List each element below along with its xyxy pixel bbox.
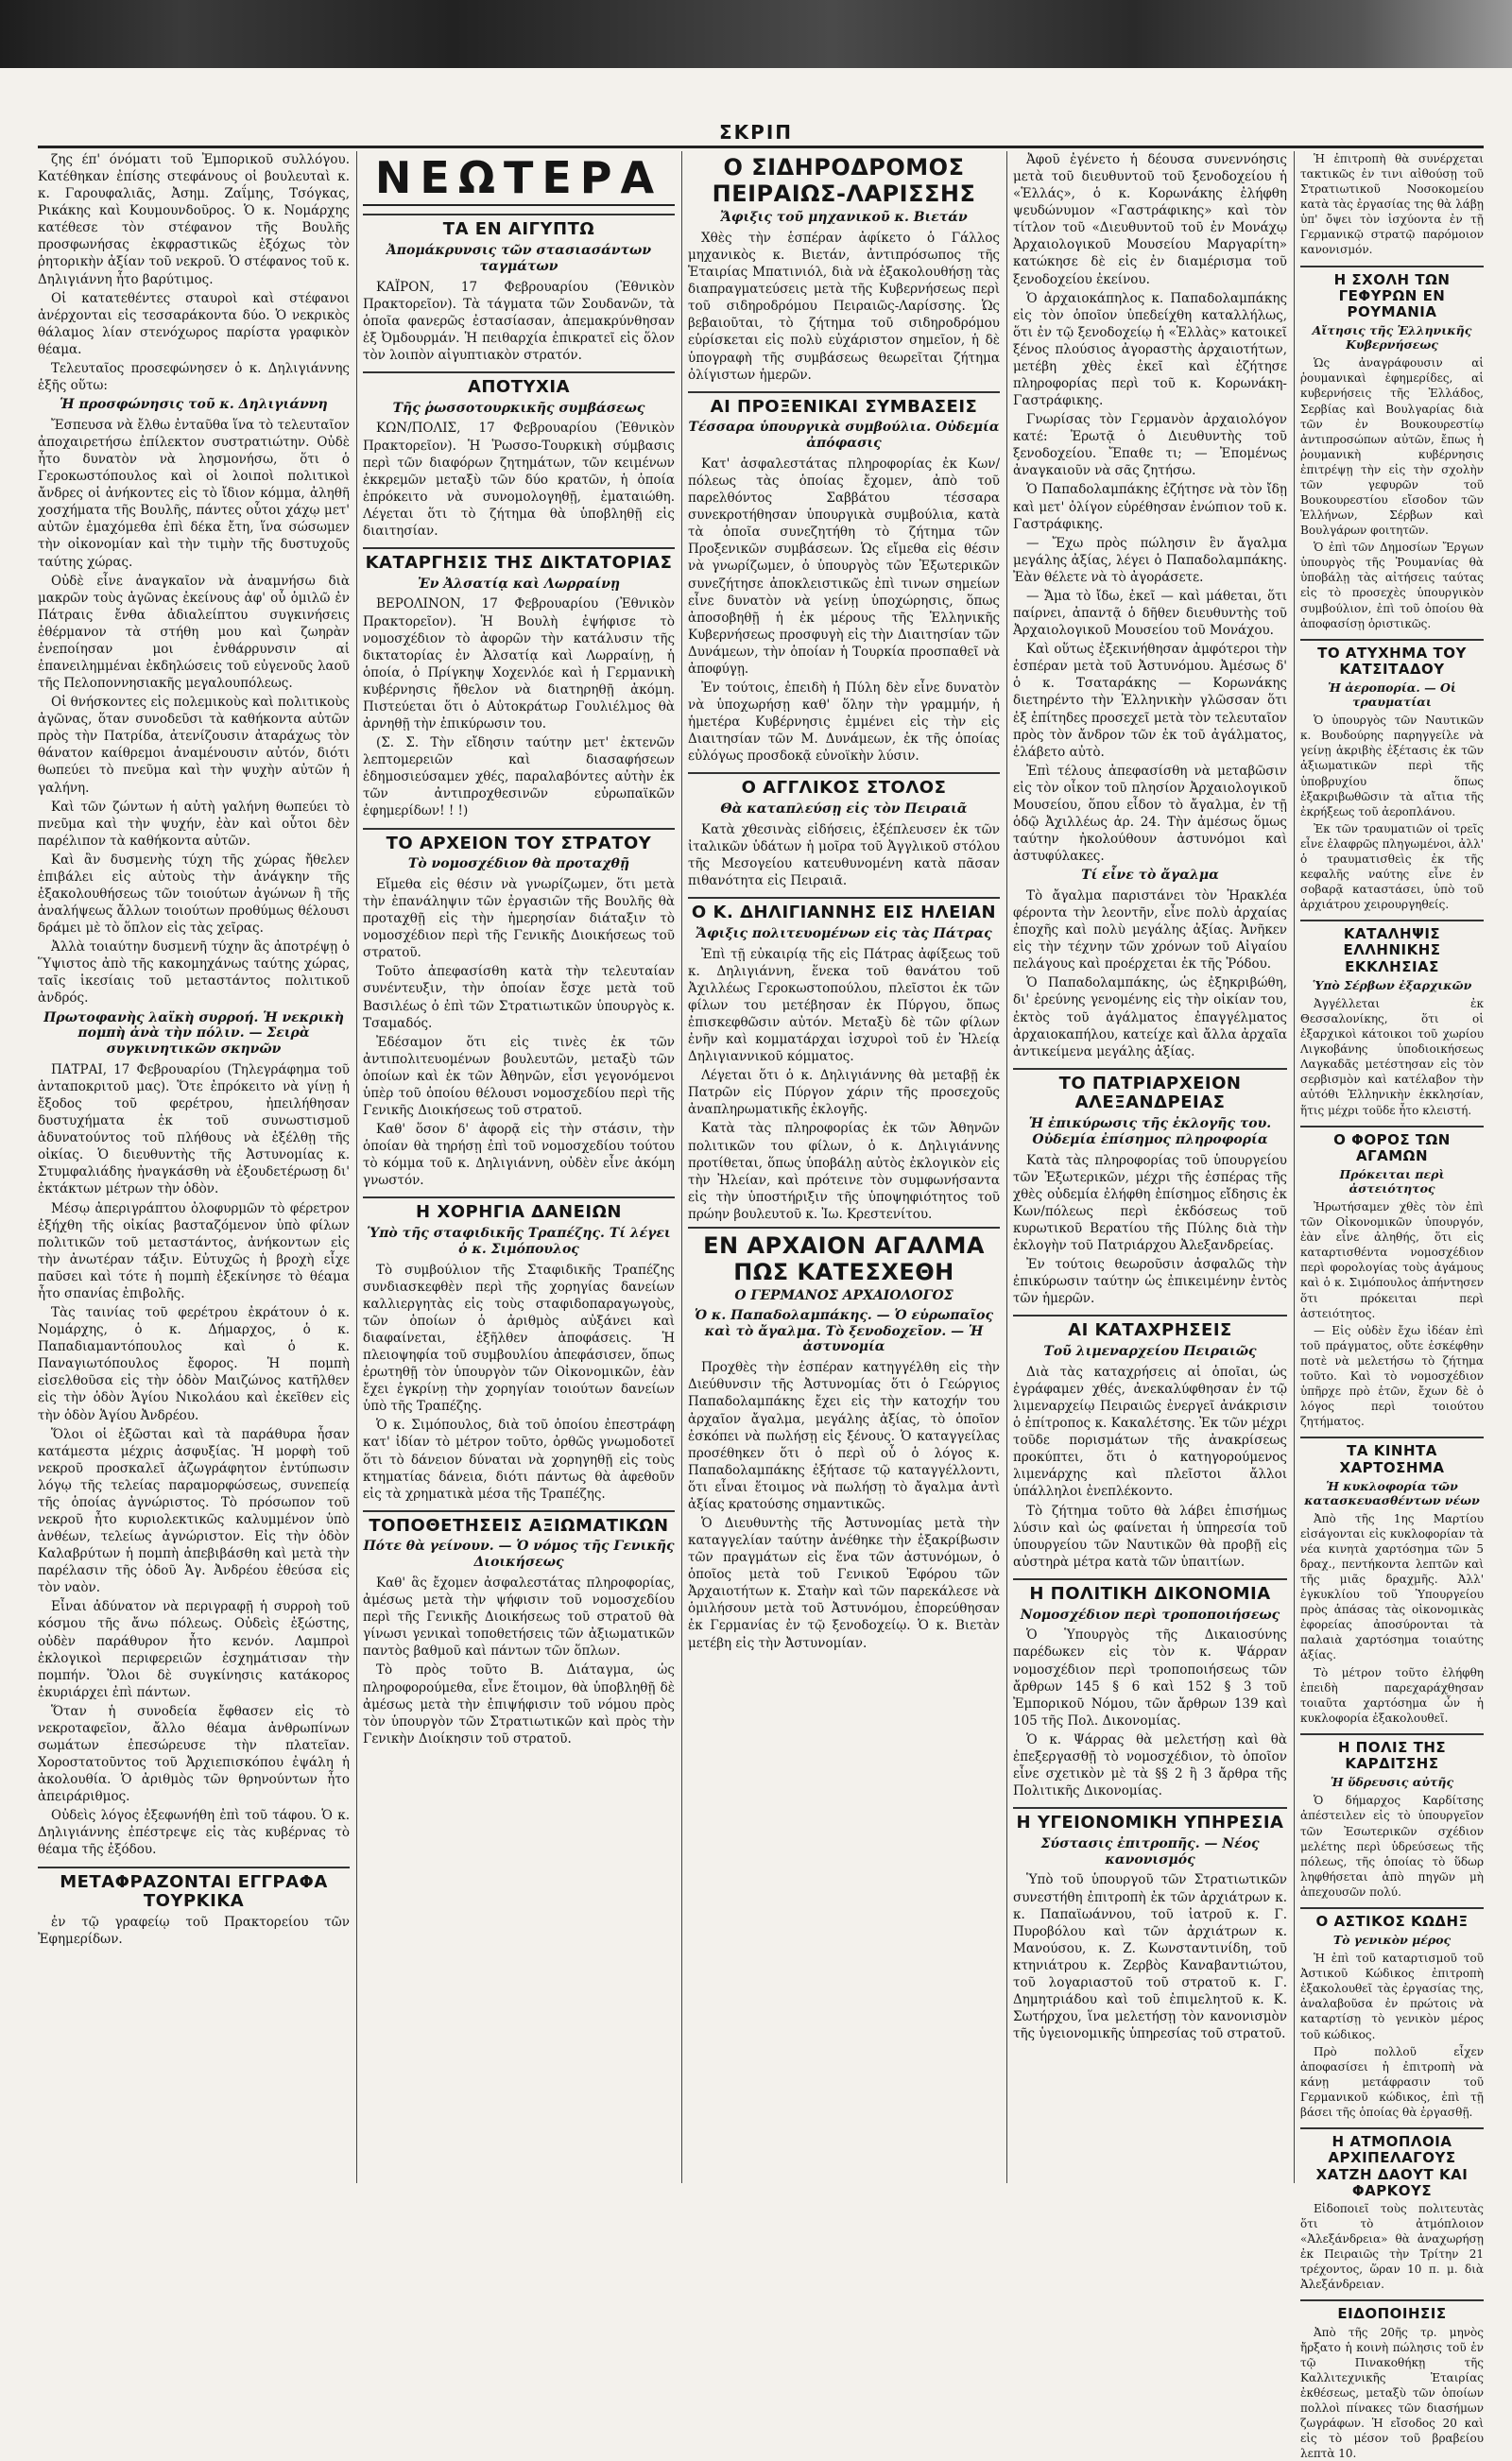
column-2: [363, 151, 675, 2183]
section-headline: ΤΑ ΚΙΝΗΤΑ ΧΑΡΤΟΣΗΜΑ: [1300, 1437, 1484, 1476]
column-3: [688, 151, 1000, 2183]
column-4: [1013, 151, 1287, 2183]
section-subheadline: Ὑπὸ Σέρβων ἐξαρχικῶν: [1312, 977, 1472, 992]
section-headline: Ο ΦΟΡΟΣ ΤΩΝ ΑΓΑΜΩΝ: [1300, 1126, 1484, 1165]
section-headline: Ο ΣΙΔΗΡΟΔΡΟΜΟΣ ΠΕΙΡΑΙΩΣ-ΛΑΡΙΣΣΗΣ: [712, 154, 976, 207]
article-paragraph: ζης έπ' όνόματι τοῦ Ἐμπορικοῦ συλλόγου. Κατέθηκαν ἐπίσης στεφάνους οἱ βουλευταὶ κ. κ. Γαρουφαλιᾶς, Ἀσημ. Ζαΐμης, Τσόγκας, Ρικάκης καὶ Κουμουνδοῦρος. Ὁ κ. Νομάρχης κατέθεσε τὸν στέφανον τῆς Βουλῆς προσφωνήσας ἐκφραστικῶς ἐξόχως τὸν ῥητορικὴν ἀξίαν τοῦ νεκροῦ. Ὁ στέφανος τοῦ κ. Δηλιγιάννη ἦτο βαρύτιμος.: [38, 152, 350, 287]
section-subheadline: Ἐν Ἀλσατίᾳ καὶ Λωρραίνῃ: [417, 576, 621, 592]
article-paragraph: Ἐδέσαμον ὅτι εἰς τινὲς ἐκ τῶν ἀντιπολιτευομένων βουλευτῶν, μεταξὺ τῶν ὁποίων καὶ ἐκ τῶν Ἀθηνῶν, εἶσι γεγονόμενοι ὑπὲρ τοῦ ὁποίου θέλουσι νομοσχεδίου περὶ τῆς Γενικῆς Διοικήσεως τοῦ στρατοῦ.: [363, 1034, 675, 1118]
article-paragraph: Ὑπὸ τοῦ ὑπουργοῦ τῶν Στρατιωτικῶν συνεστήθη ἐπιτροπὴ ἐκ τῶν ἀρχιάτρων κ. κ. Παπαϊωάννου, τοῦ ἰατροῦ κ. Γ. Πυροβόλου καὶ τῶν ἀρχιάτρων κ. Μανούσου, κ. Ζ. Κωνσταντινίδη, τοῦ κτηνιάτρου κ. Ζερβὸς Καναβαντιώτου, τοῦ λογαριαστοῦ τοῦ στρατοῦ κ. Γ. Δημητριάδου καὶ τοῦ ἐπιμελητοῦ κ. Κ. Σωτήρχου, ἵνα μελετήσῃ τὸν κανονισμὸν τῆς ὑγειονομικῆς ὑπηρεσίας τοῦ στρατοῦ.: [1013, 1872, 1287, 2042]
article-paragraph: Ἀγγέλλεται ἐκ Θεσσαλονίκης, ὅτι οἱ ἐξαρχικοὶ κάτοικοι τοῦ χωρίου Λιγκοβάνης ὑποδιοικήσεως Λαγκαδᾶς μετέστησαν εἰς τὸν σερβισμὸν καὶ κατέλαβον τὴν αὐτόθι Ἑλληνικὴν ἐκκλησίαν, ἥτις μέχρι τοῦδε ἦτο κλειστή.: [1300, 996, 1484, 1117]
section-headline: ΑΙ ΠΡΟΞΕΝΙΚΑΙ ΣΥΜΒΑΣΕΙΣ: [688, 391, 1000, 418]
article-paragraph: — Εἰς οὐδὲν ἔχω ἰδέαν ἐπὶ τοῦ πράγματος, οὔτε ἐσκέφθην ποτὲ νὰ μελετήσω τὸ ζήτημα τοῦτο. Καὶ τὸ νομοσχέδιον ὑπῆρχε πρὸ ἐτῶν, ἔχων δὲ ὁ λόγος περὶ τοιούτου ζητήματος.: [1300, 1323, 1484, 1429]
section-subheadline: Ἡ ἀεροπορία. — Οἱ τραυματίαι: [1328, 680, 1456, 710]
section-headline: ΤΟ ΑΡΧΕΙΟΝ ΤΟΥ ΣΤΡΑΤΟΥ: [363, 828, 675, 854]
article-paragraph: Ὅλοι οἱ ἐξῶσται καὶ τὰ παράθυρα ἦσαν κατάμεστα μέχρις ἀσφυξίας. Ἡ μορφὴ τοῦ νεκροῦ προσκαλεῖ ἀζωγράφητον ἐντύπωσιν λόγῳ τῆς τελείας παραμορφώσεως, συνεπείᾳ τῆς ὁποίας ἀγνώριστος. Τὸ πρόσωπον τοῦ νεκροῦ ἦτο κυριολεκτικῶς καλυμμένον ὑπὸ ἀνθέων, τελείως ἀγνώριστον. Εἰς τὴν ὁδὸν Καλαβρύτων ἡ πομπὴ ἀπεβιβάσθη καὶ μετὰ τὴν παρέλασιν τῆς ὁδοῦ Ἁγ. Ἀνδρέου ἐθεύσα εἰς τὸν ναὸν.: [38, 1426, 350, 1596]
article-paragraph: — Ἔχω πρὸς πώλησιν ἓν ἄγαλμα μεγάλης ἀξίας, λέγει ὁ Παπαδολαμπάκης. Ἐὰν θέλετε νὰ τὸ ἀγοράσετε.: [1013, 535, 1287, 585]
scanned-top-edge: [0, 0, 1512, 68]
section-subheadline: Ὑπὸ τῆς σταφιδικῆς Τραπέζης. Τί λέγει ὁ κ. Σιμόπουλος: [367, 1226, 671, 1257]
article-paragraph: Ὁ δήμαρχος Καρδίτσης ἀπέστειλεν εἰς τὸ ὑπουργεῖον τῶν Ἐσωτερικῶν σχέδιον μελέτης περὶ ὑδρεύσεως τῆς πόλεως, τῆς ὁποίας τὸ ὕδωρ ληφθήσεται ἀπὸ πηγῶν μὴ ἀπεχουσῶν πολύ.: [1300, 1794, 1484, 1899]
article-paragraph: Εἰδοποιεῖ τοὺς πολιτευτὰς ὅτι τὸ ἀτμόπλοιον «Ἀλεξάνδρεια» θὰ ἀναχωρήσῃ ἐκ Πειραιῶς τὴν Τρίτην 21 τρέχοντος, ὥραν 10 π. μ. διὰ Ἀλεξάνδρειαν.: [1300, 2202, 1484, 2292]
section-subheadline: Πρόκειται περὶ ἀστειότητος: [1339, 1167, 1445, 1196]
article-paragraph: (Σ. Σ. Τὴν εἴδησιν ταύτην μετ' ἐκτενῶν λεπτομερειῶν καὶ διασαφήσεων ἐδημοσιεύσαμεν χθές, παραλαβόντες αὐτὴν ἐκ τῶν ἀντιπροχθεσινῶν εὐρωπαϊκῶν ἐφημερίδων! ! !): [363, 735, 675, 819]
article-paragraph: Προχθὲς τὴν ἑσπέραν κατηγγέλθη εἰς τὴν Διεύθυνσιν τῆς Ἀστυνομίας ὅτι ὁ Γεώργιος Παπαδολαμπάκης ἔχει εἰς τὴν κατοχήν του ἀρχαῖον ἄγαλμα, μεγάλης ἀξίας, τὸ ὁποῖον ἐσκόπει νὰ πωλήσῃ εἰς ξένους. Ὁ καταγγείλας προσέθηκεν ὅτι ὁ περὶ οὗ ὁ λόγος κ. Παπαδολαμπάκης ἐξήτασε τῷ καταγγέλλοντι, ὅτι εἶναι ἕτοιμος νὰ πωλήσῃ τὸ ἄγαλμα ἀντὶ ἀξίας κρατούσης σημαντικῶς.: [688, 1360, 1000, 1512]
article-paragraph: Χθὲς τὴν ἑσπέραν ἀφίκετο ὁ Γάλλος μηχανικὸς κ. Βιετάν, ἀντιπρόσωπος τῆς Ἑταιρίας Μπατινιόλ, διὰ νὰ ἐξακολουθήσῃ τὰς διαπραγματεύσεις μετὰ τῆς Κυβερνήσεως περὶ τοῦ σιδηροδρόμου Πειραιῶς-Λαρίσσης. Ὡς βεβαιοῦται, τὸ ζήτημα τοῦ σιδηροδρόμου εὑρίσκεται εἰς πολὺ εὐχάριστον σημεῖον, ἡ δὲ ὑπογραφὴ τῆς συμβάσεως θεωρεῖται ζήτημα ὀλίγιστων ἡμερῶν.: [688, 230, 1000, 383]
section-subheadline: Πότε θὰ γείνουν. — Ὁ νόμος τῆς Γενικῆς Διοικήσεως: [363, 1539, 675, 1571]
section-headline: Η ΠΟΛΙΣ ΤΗΣ ΚΑΡΔΙΤΣΗΣ: [1300, 1733, 1484, 1773]
section-subheadline: Ἡ ὕδρευσις αὐτῆς: [1330, 1775, 1454, 1790]
column-rule: [1294, 151, 1295, 2183]
section-subheadline: Σύστασις ἐπιτροπῆς. — Νέος κανονισμός: [1040, 1835, 1260, 1867]
section-headline: ΤΟΠΟΘΕΤΗΣΕΙΣ ΑΞΙΩΜΑΤΙΚΩΝ: [363, 1510, 675, 1537]
article-paragraph: Ἐν τούτοις, ἐπειδὴ ἡ Πύλη δὲν εἶνε δυνατὸν νὰ ὑποχωρήσῃ καθ' ὅλην τὴν γραμμήν, ἡ ἡμετέρα Κυβέρνησις ἐμμένει εἰς τὴν εἰς Διαιτησίαν τῶν Μ. Δυνάμεων, ἐκ τῆς ὁποίας εὐλόγως προσδοκᾷ εὐνοϊκὴν λύσιν.: [688, 680, 1000, 765]
section-headline: ΤΑ ΕΝ ΑΙΓΥΠΤΩ: [363, 214, 675, 240]
article-paragraph: Κατ' ἀσφαλεστάτας πληροφορίας ἐκ Κων/πόλεως τὰς ὁποίας ἔχομεν, ἀπὸ τοῦ παρελθόντος Σαββάτου τέσσαρα συνεκροτήθησαν ὑπουργικὰ συμβούλια, κατὰ τὰ ὁποῖα συνεζητήθη τὸ ζήτημα τῶν Προξενικῶν συμβάσεων. Ὡς εἴμεθα εἰς θέσιν νὰ γνωρίζωμεν, ὁ ὑπουργὸς τῶν Ἐξωτερικῶν συνεζήτησε ἀποκλειστικῶς ἐπὶ τινων σημείων εἶνε δυνατὸν νὰ γείνῃ ὑποχώρησις, ὅπως ἀποσοβηθῇ ἡ ἐκ μέρους τῆς Ἑλληνικῆς Κυβερνήσεως προσφυγὴ εἰς τὴν Διαιτησίαν τῶν Δυνάμεων, τὴν ὁποίαν ἡ Τουρκία προσπαθεῖ νὰ ἀποφύγῃ.: [688, 456, 1000, 677]
masthead-title: ΝΕΩΤΕΡΑ: [374, 152, 663, 203]
section-subheadline: Ἡ κυκλοφορία τῶν κατασκευασθέντων νέων: [1304, 1478, 1480, 1507]
section-headline: ΤΟ ΠΑΤΡΙΑΡΧΕΙΟΝ ΑΛΕΞΑΝΔΡΕΙΑΣ: [1013, 1068, 1287, 1113]
article-paragraph: Ἔσπευσα νὰ ἔλθω ἐνταῦθα ἵνα τὸ τελευταῖον ἀποχαιρετήσω ἐπίλεκτον συστρατιώτην. Οὐδὲ ἦτο δυνατὸν νὰ λησμονήσω, ὅτι ὁ Γεροκωστόπουλος καὶ οἱ λοιποὶ πολιτικοὶ ἄνδρες οἱ ἀνήκοντες εἰς τὸ ἴδιον κόμμα, ἀληθῆ χοσχήματα τῆς Βουλῆς, πάντες οὗτοι χάχῳ μετ' αὐτῶν ἐμαχόμεθα ἐπὶ δέκα ἔτη, ἵνα σώσωμεν τὴν οἰκονομίαν καὶ τὴν τιμὴν τῆς δυστυχοῦς ταύτης χώρας.: [38, 417, 350, 570]
article-paragraph: ΒΕΡΟΛΙΝΟΝ, 17 Φεβρουαρίου (Ἐθνικὸν Πρακτορεῖον). Ἡ Βουλὴ ἐψήφισε τὸ νομοσχέδιον τὸ ἀφορῶν τὴν κατάλυσιν τῆς δικτατορίας ἐν Ἀλσατίᾳ καὶ Λωρραίνῃ, ἡ ὁποία, ὁ Πρίγκηψ Χοχενλόε καὶ ἡ Γερμανικὴ κυβέρνησις ἤθελον νὰ διατηρηθῇ ἀκόμη. Πιστεύεται ὅτι ὁ Αὐτοκράτωρ Γουλιέλμος θὰ ἀρνηθῇ τὴν ἐπικύρωσιν του.: [363, 596, 675, 732]
article-paragraph: Κατὰ τὰς πληροφορίας ἐκ τῶν Ἀθηνῶν πολιτικῶν του φίλων, ὁ κ. Δηλιγιάννης προτίθεται, ὅπως ὑποβάλῃ αὐτὸς ἐκλογικὸν εἰς τὴν Ἠλείαν, καὶ πρότεινε τὸν συμφωνήσαντα εἰς τὴν ὑποστήριξιν τῆς ὑποψηφιότητος τοῦ πρώην βουλευτοῦ κ. Ἰω. Κρεστενίτου.: [688, 1121, 1000, 1222]
column-5: [1300, 151, 1484, 2461]
section-subheadline: Αἴτησις τῆς Ἑλληνικῆς Κυβερνήσεως: [1312, 323, 1472, 353]
article-paragraph: ἐν τῷ γραφείῳ τοῦ Πρακτορείου τῶν Ἐφημερίδων.: [38, 1914, 350, 1947]
section-subheadline: Τὸ γενικὸν μέρος: [1332, 1933, 1452, 1948]
section-headline: Η ΧΟΡΗΓΙΑ ΔΑΝΕΙΩΝ: [363, 1196, 675, 1223]
page-folio: ΣΚΡΙΠ: [719, 121, 793, 144]
section-subheadline: Ἄφιξις πολιτευομένων εἰς τὰς Πάτρας: [696, 925, 992, 941]
article-paragraph: ΚΩΝ/ΠΟΛΙΣ, 17 Φεβρουαρίου (Ἐθνικὸν Πρακτορεῖον). Ἡ Ῥωσσο-Τουρκικὴ σύμβασις περὶ τῶν διαφόρων ζητημάτων, τῶν κειμένων ἐκκρεμῶν μεταξὺ τῶν δύο κρατῶν, ἡ ὁποία ἐπρόκειτο νὰ συνομολογηθῇ, ἐματαιώθη. Λέγεται ὅτι τὸ ζήτημα θὰ ὑποβληθῇ εἰς διαιτησίαν.: [363, 421, 675, 539]
column-rule: [681, 151, 682, 2183]
article-paragraph: Εἶναι ἀδύνατον νὰ περιγραφῇ ἡ συρροὴ τοῦ κόσμου τῆς ἄνω πόλεως. Οὐδεὶς ἐξώστης, οὐδὲν παράθυρον ἦτο κενόν. Λαμπροὶ ἐκλογικοὶ περιφερειῶν ἐσχημάτισαν τὴν πομπήν. Ὅλοι δὲ συγκίνησις κατάκορος ἐκυριάρχει ἐπὶ πάντων.: [38, 1599, 350, 1700]
article-paragraph: Ἐκ τῶν τραυματιῶν οἱ τρεῖς εἶνε ἐλαφρῶς πληγωμένοι, ἀλλ' ὁ τραυματισθεὶς ἐκ τῆς κεφαλῆς ναύτης εἶνε ἐν σοβαρᾷ καταστάσει, ὑπὸ τοῦ ἀρχιάτρου χειρουργηθείς.: [1300, 821, 1484, 912]
section-headline: Η ΠΟΛΙΤΙΚΗ ΔΙΚΟΝΟΜΙΑ: [1013, 1578, 1287, 1605]
section-headline: Ο ΑΓΓΛΙΚΟΣ ΣΤΟΛΟΣ: [688, 772, 1000, 799]
section-headline: ΤΟ ΑΤΥΧΗΜΑ ΤΟΥ ΚΑΤΣΙΤΑΔΟΥ: [1300, 639, 1484, 679]
article-paragraph: Ὁ Παπαδολαμπάκης ἐζήτησε νὰ τὸν ἴδῃ καὶ μετ' ὀλίγον εὑρέθησαν ἐνώπιον τοῦ κ. Γαστράφικης.: [1013, 482, 1287, 532]
section-headline: ΕΝ ΑΡΧΑΙΟΝ ΑΓΑΛΜΑ ΠΩΣ ΚΑΤΕΣΧΕΘΗ: [688, 1227, 1000, 1285]
article-paragraph: Ὅταν ἡ συνοδεία ἔφθασεν εἰς τὸ νεκροταφεῖον, ἄλλο θέαμα ἀνθρωπίνων σωμάτων ἐπεσώρευσε τὴν πλατεῖαν. Χοροστατοῦντος τοῦ Ἀρχιεπισκόπου ἐψάλη ἡ ἀκολουθία. Ὁ ἀριθμὸς τῶν θρηνούντων ἦτο ἀπειράριθμος.: [38, 1703, 350, 1805]
article-paragraph: ΚΑΪΡΟΝ, 17 Φεβρουαρίου (Ἐθνικὸν Πρακτορεῖον). Τὰ τάγματα τῶν Σουδανῶν, τὰ ὁποῖα φανερῶς ἐστασίασαν, ἀπεμακρύνθησαν ἐξ Ὀμδουρμάν. Ἡ πειθαρχία ἐπικρατεῖ εἰς ὅλον τὸν λοιπὸν αἰγυπτιακὸν στρατόν.: [363, 279, 675, 363]
article-paragraph: Κατὰ χθεσινὰς εἰδήσεις, ἐξέπλευσεν ἐκ τῶν ἰταλικῶν ὑδάτων ἡ μοῖρα τοῦ Ἀγγλικοῦ στόλου τῆς Μεσογείου κατευθυνομένη κατὰ πᾶσαν πιθανότητα εἰς Πειραιᾶ.: [688, 821, 1000, 889]
section-headline: Η ΣΧΟΛΗ ΤΩΝ ΓΕΦΥΡΩΝ ΕΝ ΡΟΥΜΑΝΙΑ: [1300, 266, 1484, 321]
article-paragraph: Κατὰ τὰς πληροφορίας τοῦ ὑπουργείου τῶν Ἐξωτερικῶν, μέχρι τῆς ἑσπέρας τῆς χθὲς οὐδεμία ἐλήφθη ἐπίσημος εἴδησις ἐκ Κων/πόλεως περὶ ἐκδόσεως τοῦ κυρωτικοῦ Βερατίου τῆς Πύλης διὰ τὴν ἐκλογὴν τοῦ Πατριάρχου Ἀλεξανδρείας.: [1013, 1152, 1287, 1254]
article-paragraph: Καὶ τῶν ζώντων ἡ αὐτὴ γαλήνη θωπεύει τὸ πνεῦμα καὶ τὴν ψυχήν, ἐὰν καὶ οὗτοι δὲν παρέλιπον τὰ καθήκοντα αὐτῶν.: [38, 799, 350, 849]
section-subheadline: Τῆς ῥωσσοτουρκικῆς συμβάσεως: [392, 400, 645, 416]
article-paragraph: Τὸ μέτρον τοῦτο ἐλήφθη ἐπειδὴ παρεχαράχθησαν τοιαῦτα χαρτόσημα ὧν ἡ κυκλοφορία ἐξακολουθεῖ.: [1300, 1665, 1484, 1725]
article-paragraph: Ἀλλὰ τοιαύτην δυσμενῆ τύχην ἃς ἀποτρέψῃ ὁ Ὕψιστος ἀπὸ τῆς κακομηχάνως ταύτης χώρας, ταῖς ἱκεσίαις τοῦ μεταστάντος πολιτικοῦ ἀνδρός.: [38, 939, 350, 1007]
article-paragraph: Καθ' ὅσον δ' ἀφορᾷ εἰς τὴν στάσιν, τὴν ὁποίαν θὰ τηρήσῃ ἐπὶ τοῦ νομοσχεδίου τούτου τὸ κόμμα τοῦ κ. Δηλιγιάννη, οὐδὲν εἶνε ἀκόμη γνωστόν.: [363, 1122, 675, 1189]
article-paragraph: Ὁ κ. Σιμόπουλος, διὰ τοῦ ὁποίου ἐπεστράφη κατ' ἰδίαν τὸ μέτρον τοῦτο, ὀρθῶς γνωμοδοτεῖ ὅτι τὸ δάνειον δύναται νὰ χορηγηθῇ εἰς τοὺς κτηματίας δάνεια, διότι πάντως θὰ ἀφεθοῦν εἰς τὰ χρηματικὰ μέσα τῆς Τραπέζης.: [363, 1418, 675, 1502]
article-paragraph: Τὸ ἄγαλμα παριστάνει τὸν Ἡρακλέα φέροντα τὴν λεοντῆν, εἶνε πολὺ ἀρχαίας ἐποχῆς καὶ πολὺ μεγάλης ἀξίας. Ἀνῆκεν εἰς τὴν τέχνην τῶν χρόνων τοῦ Αἰγαίου πελάγους καὶ προέρχεται ἐκ τῆς Ῥόδου.: [1013, 888, 1287, 972]
article-paragraph: Τὸ ζήτημα τοῦτο θὰ λάβει ἐπισήμως λύσιν καὶ ὡς φαίνεται ἡ ὑπηρεσία τοῦ ὑπουργείου τῶν Ναυτικῶν θὰ προβῇ εἰς αὐστηρὰ μέτρα κατὰ τῶν ὑπαιτίων.: [1013, 1503, 1287, 1570]
article-paragraph: Οὐδεὶς λόγος ἐξεφωνήθη ἐπὶ τοῦ τάφου. Ὁ κ. Δηλιγιάννης ἐπέστρεψε εἰς τὰς κυβέρνας τὸ θέαμα τῆς ἐξόδου.: [38, 1808, 350, 1858]
article-paragraph: Εἴμεθα εἰς θέσιν νὰ γνωρίζωμεν, ὅτι μετὰ τὴν ἐπανάληψιν τῶν ἐργασιῶν τῆς Βουλῆς θὰ προταχθῇ εἰς τὴν ἡμερησίαν διάταξιν τὸ νομοσχέδιον περὶ τῆς Γενικῆς Διοικήσεως τοῦ στρατοῦ.: [363, 876, 675, 961]
article-paragraph: Ἡ ἐπὶ τοῦ καταρτισμοῦ τοῦ Ἀστικοῦ Κώδικος ἐπιτροπὴ ἐξακολουθεῖ τὰς ἐργασίας της, ἀναλαβοῦσα ἐν πρώτοις νὰ καταρτίσῃ τὸ γενικὸν μέρος τοῦ κώδικος.: [1300, 1952, 1484, 2041]
article-paragraph: Ἀπὸ τῆς 20ῆς τρ. μηνὸς ἤρξατο ἡ κοινὴ πώλησις τοῦ ἐν τῷ Πινακοθήκῃ τῆς Καλλιτεχνικῆς Ἑταιρίας ἐκθέσεως, μεταξὺ τῶν ὁποίων πολλοὶ πίνακες τῶν διασήμων ζωγράφων. Ἡ εἴσοδος 20 καὶ εἰς τὸ μέσον τοῦ βραβείου λεπτὰ 10.: [1300, 2325, 1484, 2461]
article-paragraph: Καθ' ἃς ἔχομεν ἀσφαλεστάτας πληροφορίας, ἀμέσως μετὰ τὴν ψήφισιν τοῦ νομοσχεδίου περὶ τῆς Γενικῆς Διοικήσεως τοῦ στρατοῦ θὰ γίνωσι γενικαὶ τοποθετήσεις τῶν ἀξιωματικῶν παντὸς βαθμοῦ καὶ πάντων τῶν ὅπλων.: [363, 1575, 675, 1660]
column-1: [38, 151, 350, 2183]
article-paragraph: Τὰς ταινίας τοῦ φερέτρου ἐκράτουν ὁ κ. Νομάρχης, ὁ κ. Δήμαρχος, ὁ κ. Παπαδιαμαντόπουλος καὶ ὁ κ. Παναγιωτόπουλος ἔφορος. Ἡ πομπὴ εἰσελθοῦσα εἰς τὴν ὁδὸν Μαιζώνος κατῆλθεν εἰς τὴν ὁδὸν Ἁγίου Νικολάου καὶ ἐκεῖθεν εἰς τὴν ὁδὸν Ἁγίου Ἀνδρέου.: [38, 1305, 350, 1423]
article-paragraph: Οὐδὲ εἶνε ἀναγκαῖον νὰ ἀναμνήσω διὰ μακρῶν τοὺς ἀγῶνας ἐκείνους ἀφ' οὗ ὁμιλῶ ἐν Πάτραις ἔνθα ἀδιαλείπτου συγκινήσεις ἐθέρμανον τὰ στήθη μου καὶ ζωηρὰν ἐνεποίησαν μοι ἐνθάρρυνσιν αἱ ἐπανειλημμέναι ἐκδηλώσεις τοῦ εὐγενοῦς λαοῦ τῆς Πελοποννησιακῆς μεγαλουπόλεως.: [38, 573, 350, 692]
article-paragraph: Καὶ οὕτως ἐξεκινήθησαν ἀμφότεροι τὴν ἑσπέραν μετὰ τοῦ Ἀστυνόμου. Ἀμέσως δ' ὁ κ. Τσαταράκης — Κορωνάκης διετηρέντο τὴν Ἑλληνικὴν γλῶσσαν ὅτι ἐξ ἐπίτηδες προσεχεῖ μετὰ τὸν τελευταῖον πρὸς τὸν ἄνδρον τῶν ἐκ τοῦ ἀγάλματος, ἐλάβετο αὐτὸ.: [1013, 642, 1287, 760]
article-paragraph: Γνωρίσας τὸν Γερμανὸν ἀρχαιολόγον κατέ: Ἐρωτᾷ ὁ Διευθυντὴς τοῦ ξενοδοχείου. Ἔπαθε τι; — Ἐπομένως ἀναγκαιοῦν νὰ σᾶς ζητήσω.: [1013, 412, 1287, 479]
article-paragraph: Ὁ κ. Ψάρρας θὰ μελετήσῃ καὶ θὰ ἐπεξεργασθῇ τὸ νομοσχέδιον, τὸ ὁποῖον εἶνε σχετικὸν μὲ τὰ §§ 2 ἢ 3 ἄρθρα τῆς Πολιτικῆς Δικονομίας.: [1013, 1731, 1287, 1799]
section-headline: Ο ΑΣΤΙΚΟΣ ΚΩΔΗΞ: [1300, 1907, 1484, 1930]
section-subheadline: Ο ΓΕΡΜΑΝΟΣ ΑΡΧΑΙΟΛΟΓΟΣ: [734, 1288, 954, 1304]
article-paragraph: Ὁ Διευθυντὴς τῆς Ἀστυνομίας μετὰ τὴν καταγγελίαν ταύτην ἀνέθηκε τὴν ἐξακρίβωσιν τῶν πραγμάτων εἰς ἕνα τῶν ἀστυνόμων, ὁ ὁποῖος μετὰ τοῦ Γενικοῦ Ἐφόρου τῶν Ἀρχαιοτήτων κ. Σταὴν καὶ τῶν παρεκάλεσε νὰ ὁμιλήσουν μετὰ τοῦ Ἀστυνόμου, ἐπορεύθησαν ἐκ Γερμανίας ἐν τῷ ξενοδοχείῳ. Ὁ κ. Βιετὰν μετέβη εἰς τὴν Ἀστυνομίαν.: [688, 1515, 1000, 1651]
article-paragraph: Λέγεται ὅτι ὁ κ. Δηλιγιάννης θὰ μεταβῇ ἐκ Πατρῶν εἰς Πύργον χάριν τῆς προσεχοῦς ἀναπληρωματικῆς ἐκλογῆς.: [688, 1068, 1000, 1118]
column-rule: [356, 151, 357, 2183]
article-paragraph: Ὁ ἐπὶ τῶν Δημοσίων Ἔργων ὑπουργὸς τῆς Ῥουμανίας θὰ ὑποβάλῃ τὰς αἰτήσεις ταύτας εἰς τὸ προσεχὲς ὑπουργικὸν συμβούλιον, ἐπὶ τοῦ ὁποίου θὰ ἀποφασίσῃ ὁριστικῶς.: [1300, 541, 1484, 630]
article-paragraph: Διὰ τὰς καταχρήσεις αἱ ὁποῖαι, ὡς ἐγράφαμεν χθές, ἀνεκαλύφθησαν ἐν τῷ λιμεναρχείῳ Πειραιῶς ἐνεργεῖ ἀνάκρισιν ὁ ἐπίτροπος κ. Κακαλέτσης. Ἐκ τῶν μέχρι τοῦδε πορισμάτων τῆς ἀνακρίσεως προκύπτει, ὅτι ὁ κατηγορούμενος λιμενάρχης καὶ πλεῖστοι ἄλλοι ὑπάλληλοι ἐνεπλέκοντο.: [1013, 1364, 1287, 1500]
section-headline: Ο Κ. ΔΗΛΙΓΙΑΝΝΗΣ ΕΙΣ ΗΛΕΙΑΝ: [688, 897, 1000, 923]
article-paragraph: Ὁ Παπαδολαμπάκης, ὡς ἐξηκριβώθη, δι' ἐρεύνης γενομένης εἰς τὴν οἰκίαν του, ἐκτὸς τοῦ ἀγάλματος ἐπαγγέλματος ἀρχαιοκαπήλου, κατείχε καὶ ἄλλα ἀρχαῖα ἀντικείμενα μεγάλης ἀξίας.: [1013, 975, 1287, 1059]
section-subheadline: Τοῦ λιμεναρχείου Πειραιῶς: [1043, 1344, 1257, 1360]
article-paragraph: Καὶ ἂν δυσμενὴς τύχη τῆς χώρας ἤθελεν ἐπιβάλει εἰς αὐτοὺς τὴν ἀνάγκην τῆς ἐξακολουθήσεως τῶν τοιούτων ἀγώνων ἢ τῆς ἀναλήψεως ἄλλων τοιούτων προθύμως θέλουσι δράμει μὲ τὸ ὅπλον εἰς τὰς χεῖρας.: [38, 852, 350, 937]
section-subheadline: Ἡ προσφώνησις τοῦ κ. Δηλιγιάννη: [60, 397, 328, 413]
article-paragraph: Πρὸ πολλοῦ εἶχεν ἀποφασίσει ἡ ἐπιτροπὴ νὰ κάνῃ μετάφρασιν τοῦ Γερμανικοῦ κώδικος, ἐπὶ τῇ βάσει τῆς ὁποίας θὰ ἐργασθῇ.: [1300, 2044, 1484, 2119]
section-subheadline: Ὁ κ. Παπαδολαμπάκης. — Ὁ εὑρωπαῖος καὶ τὸ ἄγαλμα. Τὸ ξενοδοχεῖον. — Ἡ ἀστυνομία: [694, 1307, 994, 1355]
article-paragraph: Ἐπὶ τῇ εὐκαιρίᾳ τῆς εἰς Πάτρας ἀφίξεως τοῦ κ. Δηλιγιάννη, ἕνεκα τοῦ θανάτου τοῦ Ἀχιλλέως Γεροκωστοπούλου, πλεῖστοι ἐκ τῶν φίλων του μετέβησαν ἐκ Πύργου, ὅπως ἐπισκεφθῶσιν αὐτόν. Μεταξὺ δὲ τῶν φίλων ἐνῆν καὶ κομματάρχαι ἰσχυροὶ τοῦ ἐν Ἠλείᾳ Δηλιγιαννικοῦ κόμματος.: [688, 946, 1000, 1065]
section-subheadline: Τὸ νομοσχέδιον θὰ προταχθῇ: [407, 856, 630, 872]
section-headline: ΑΙ ΚΑΤΑΧΡΗΣΕΙΣ: [1013, 1315, 1287, 1341]
section-subheadline: Ἡ ἐπικύρωσις τῆς ἐκλογῆς του. Οὐδεμία ἐπίσημος πληροφορία: [1028, 1116, 1272, 1147]
article-paragraph: Ὁ ἀρχαιοκάπηλος κ. Παπαδολαμπάκης εἰς τὸν ὁποῖον ὑπεδείχθη καταλλήλως, ὅτι ἐν τῷ ξενοδοχείῳ ἡ «Ἑλλὰς» κατοικεῖ ξένος πλούσιος ἀγοραστὴς ἀρχαιοτήτων, μετέβη χθὲς ἐκεῖ καὶ ἐζήτησε πληροφορίας περὶ τοῦ κ. Κορωνάκη-Γαστράφικης.: [1013, 290, 1287, 409]
top-rule: [38, 146, 1484, 148]
section-headline: ΕΙΔΟΠΟΙΗΣΙΣ: [1300, 2299, 1484, 2322]
section-headline: ΑΠΟΤΥΧΙΑ: [363, 371, 675, 398]
article-paragraph: Οἱ κατατεθέντες σταυροὶ καὶ στέφανοι ἀνέρχονται εἰς τεσσαράκοντα δύο. Ὁ νεκρικὸς θάλαμος λίαν στενόχωρος παρίστα γραφικὸν θέαμα.: [38, 290, 350, 357]
section-headline: ΚΑΤΑΡΓΗΣΙΣ ΤΗΣ ΔΙΚΤΑΤΟΡΙΑΣ: [363, 547, 675, 574]
article-paragraph: ΠΑΤΡΑΙ, 17 Φεβρουαρίου (Τηλεγράφημα τοῦ ἀνταποκριτοῦ μας). Ὅτε ἐπρόκειτο νὰ γίνῃ ἡ ἔξοδος τοῦ φερέτρου, ἠπειλήθησαν δυστυχήματα ἐκ τοῦ συνωστισμοῦ ἀδυνατούντος τοῦ πλήθους νὰ ἐξέλθῃ τῆς οἰκίας. Ὁ διευθυντὴς τῆς Ἀστυνομίας κ. Στυμφαλιάδης ἠναγκάσθη νὰ ἐξουδετέρωσῃ δι' ἐκτάκτων μέτρων τὴν ὁδὸν.: [38, 1061, 350, 1197]
article-paragraph: Τελευταῖος προσεφώνησεν ὁ κ. Δηλιγιάννης ἑξῆς οὕτω:: [38, 360, 350, 394]
article-paragraph: Ἀφοῦ ἐγένετο ἡ δέουσα συνεννόησις μετὰ τοῦ διευθυντοῦ τοῦ ξενοδοχείου ἡ «Ἑλλάς», ὁ κ. Κορωνάκης ἐλήφθη ψευδώνυμον «Γαστράφικης» καὶ τὸν τίτλον τοῦ «Διευθυντοῦ τοῦ ἐν Μονάχῳ Ἀρχαιολογικοῦ Μουσείου Μαργαρίτη» κατώκησε δὲ εἰς ἐν διαμέρισμα τοῦ ξενοδοχείου ἐκείνου.: [1013, 152, 1287, 287]
article-paragraph: Ἠρωτήσαμεν χθὲς τὸν ἐπὶ τῶν Οἰκονομικῶν ὑπουργόν, ἐὰν εἶνε ἀληθής, ὅτι εἰς καταρτισθέντα νομοσχέδιον περὶ φορολογίας τοὺς ἀγάμους καὶ ὁ κ. Σιμόπουλος ἀπήντησεν ὅτι πρόκειται περὶ ἀστειότητος.: [1300, 1200, 1484, 1320]
section-subheadline: Τί εἶνε τὸ ἄγαλμα: [1081, 868, 1219, 884]
section-headline: ΚΑΤΑΛΗΨΙΣ ΕΛΛΗΝΙΚΗΣ ΕΚΚΛΗΣΙΑΣ: [1300, 920, 1484, 975]
article-paragraph: Οἱ θνήσκοντες εἰς πολεμικοὺς καὶ πολιτικοὺς ἀγῶνας, ὅταν συνοδεῦσι τὰ καθήκοντα αὐτῶν πρὸς τὴν Πατρίδα, ἀτενίζουσιν ἀταράχως τὸν θάνατον καίθρεμοι ἀναμένουσιν αὐτόν, διότι θωπεύει τὸ πνεῦμα καὶ τὴν ψυχὴν αὐτῶν ἡ γαλήνη.: [38, 695, 350, 796]
article-paragraph: Μέσῳ ἀπεριγράπτου ὀλοφυρμῶν τὸ φέρετρον ἐξήχθη τῆς οἰκίας βασταζόμενον ὑπὸ φίλων πολιτικῶν τοῦ μεταστάντος, ἀνήκοντων εἰς τὴν ἀνωτέραν τάξιν. Εὐτυχῶς ἡ βροχὴ εἶχε παῦσει καὶ τότε ἡ πομπὴ ἐξεκίνησε τὸ θέαμα ἦτο σπανίας ἐπιβολῆς.: [38, 1200, 350, 1301]
column-rule: [1006, 151, 1007, 2183]
article-paragraph: Τὸ συμβούλιον τῆς Σταφιδικῆς Τραπέζης συνδιασκεφθὲν περὶ τῆς χορηγίας δανείων καλλιεργητὰς εἰς τοὺς σταφιδοπαραγωγοὺς, τῶν ὁποίων ὁ ἀριθμὸς αὐξάνει καὶ διαφαίνεται, ἐξῆλθεν ἀποφάσεις. Ἡ πλειοψηφία τοῦ συμβουλίου ἀπεφάσισεν, ὅπως ἐρωτηθῇ τὸν ὑπουργὸν τῶν Οἰκονομικῶν, ἐὰν ἔχει ἐγκρίνῃ τὴν χορηγίαν τοιούτων δανείων ὑπὸ τῆς Τραπέζης.: [363, 1262, 675, 1415]
section-subheadline: Ἀπομάκρυνσις τῶν στασιασάντων ταγμάτων: [386, 242, 652, 274]
article-paragraph: Τὸ πρὸς τοῦτο Β. Διάταγμα, ὡς πληροφορούμεθα, εἶνε ἕτοιμον, θὰ ὑποβληθῇ δὲ ἀμέσως μετὰ τὴν ἐπιψήφισιν τοῦ νόμου πρὸς τὸν ὑπουργὸν τῶν Στρατιωτικῶν καὶ πρὸς τὴν Γενικὴν Διοίκησιν τοῦ στρατοῦ.: [363, 1662, 675, 1747]
article-paragraph: Ἡ ἐπιτροπὴ θὰ συνέρχεται τακτικῶς ἐν τινι αἰθούσῃ τοῦ Στρατιωτικοῦ Νοσοκομείου κατὰ τὰς ἐργασίας της θὰ λάβῃ ὑπ' ὄψει τὸν ἰσχύοντα ἐν τῇ Γερμανικῷ στρατῷ παρόμοιον κανονισμόν.: [1300, 152, 1484, 257]
section-subheadline: Πρωτοφανὴς λαϊκὴ συρροή. Ἡ νεκρικὴ πομπὴ ἀνὰ τὴν πόλιν. — Σειρὰ συγκινητικῶν σκηνῶν: [43, 1009, 344, 1058]
article-paragraph: Ἐν τούτοις θεωροῦσιν ἀσφαλῶς τὴν ἐπικύρωσιν ταύτην ὡς ἐπικειμένην ἐντὸς τῶν ἡμερῶν.: [1013, 1257, 1287, 1307]
article-paragraph: Ἐπὶ τέλους ἀπεφασίσθη νὰ μεταβῶσιν εἰς τὸν οἶκον τοῦ πλησίον Ἀρχαιολογικοῦ Μουσείου, ὅπου εἶδον τὸ ἄγαλμα, ἐν τῇ ὁδῷ Ἀχιλλέως ἀρ. 24. Τὴν ἀμέσως ὅμως ταύτην ἠκολούθουν ἀστυνόμοι καὶ ἀστυφύλακες.: [1013, 763, 1287, 865]
article-paragraph: Ὁ ὑπουργὸς τῶν Ναυτικῶν κ. Βουδούρης παρηγγείλε νὰ γείνῃ ἀκριβὴς ἐξέτασις ἐκ τῶν ἀξιωματικῶν περὶ τῆς ὑποβρυχίου ὅπως ἐξακριβωθῶσιν τὰ αἴτια τῆς ἐκρήξεως τοῦ ἀεροπλάνου.: [1300, 714, 1484, 818]
section-subheadline: Νομοσχέδιον περὶ τροποποιήσεως: [1020, 1607, 1280, 1623]
article-paragraph: Τοῦτο ἀπεφασίσθη κατὰ τὴν τελευταίαν συνέντευξιν, τὴν ὁποίαν ἔσχε μετὰ τοῦ Βασιλέως ὁ ἐπὶ τῶν Στρατιωτικῶν ὑπουργὸς κ. Τσαμαδός.: [363, 964, 675, 1031]
article-paragraph: — Ἄμα τὸ ἴδω, ἐκεῖ — καὶ μάθεται, ὅτι παίρνει, ἀπαντᾷ ὁ δῆθεν διευθυντὴς τοῦ Ἀρχαιολογικοῦ Μουσείου τοῦ Μονάχου.: [1013, 588, 1287, 639]
masthead-box: [363, 152, 675, 206]
article-paragraph: Ἀπὸ τῆς 1ης Μαρτίου εἰσάγονται εἰς κυκλοφορίαν τὰ νέα κινητὰ χαρτόσημα τῶν 5 δραχ., πεντήκοντα λεπτῶν καὶ τῆς μιᾶς δραχμῆς. Ἀλλ' ἐγκυκλίου τοῦ Ὑπουργείου πρὸς ἁπάσας τὰς οἰκονομικὰς ἐφορείας ἀποσύρονται τὰ παλαιὰ χαρτόσημα τοιαύτης ἀξίας.: [1300, 1511, 1484, 1662]
section-subheadline: Θὰ καταπλεύσῃ εἰς τὸν Πειραιᾶ: [720, 801, 968, 817]
section-headline: Η ΥΓΕΙΟΝΟΜΙΚΗ ΥΠΗΡΕΣΙΑ: [1013, 1807, 1287, 1833]
section-subheadline: Τέσσαρα ὑπουργικὰ συμβούλια. Οὐδεμία ἀπόφασις: [688, 420, 1000, 452]
article-paragraph: Ὡς ἀναγράφουσιν αἱ ῥουμανικαὶ ἐφημερίδες, αἱ κυβερνήσεις τῆς Ἑλλάδος, Σερβίας καὶ Βουλγαρίας διὰ τῶν ἐν Βουκουρεστίῳ ἀντιπροσώπων αὐτῶν, ἔπως ἡ ῥουμανικὴ κυβέρνησις ἐπιτρέψῃ τὴν εἰς τὴν σχολὴν τῶν γεφυρῶν τοῦ Βουκουρεστίου εἴσοδον τῶν Ἑλλήνων, Σέρβων καὶ Βουλγάρων φοιτητῶν.: [1300, 356, 1484, 538]
section-subheadline: Ἄφιξις τοῦ μηχανικοῦ κ. Βιετάν: [720, 210, 968, 226]
section-headline: ΜΕΤΑΦΡΑΖΟΝΤΑΙ ΕΓΓΡΑΦΑ ΤΟΥΡΚΙΚΑ: [38, 1867, 350, 1912]
section-headline: Η ΑΤΜΟΠΛΟΙΑ ΑΡΧΙΠΕΛΑΓΟΥΣ ΧΑΤΖΗ ΔΑΟΥΤ ΚΑΙ ΦΑΡΚΟΥΣ: [1300, 2127, 1484, 2199]
article-paragraph: Ὁ Ὑπουργὸς τῆς Δικαιοσύνης παρέδωκεν εἰς τὸν κ. Ψάρραν νομοσχέδιον περὶ τροποποιήσεως τῶν ἄρθρων 145 § 6 καὶ 152 § 3 τοῦ Ἐμπορικοῦ Νόμου, τῶν ἄρθρων 139 καὶ 105 τῆς Πολ. Δικονομίας.: [1013, 1627, 1287, 1729]
